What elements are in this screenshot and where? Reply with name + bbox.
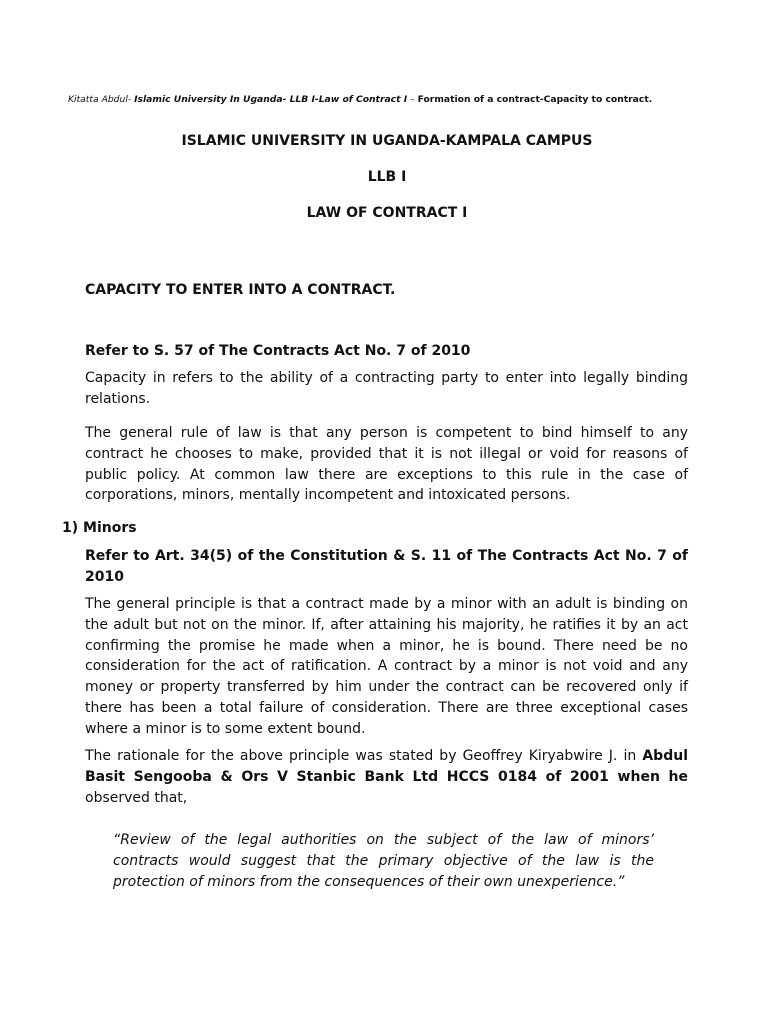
header-separator: – — [407, 94, 418, 105]
minors-number: 1) — [62, 520, 79, 536]
header-course: Islamic University In Uganda- LLB I-Law of Contract I — [134, 94, 408, 105]
general-rule-paragraph: The general rule of law is that any person is competent to bind himself to any contract he chooses to make, provided that it is not illegal or void for reasons of public policy. At common law there are exceptions to this rule in the case of corporations, minors, mentally incompetent and intoxicated persons. — [85, 425, 688, 504]
program-title: LLB I — [367, 169, 407, 185]
minors-label: Minors — [83, 520, 137, 536]
header-topic: Formation of a contract-Capacity to contract. — [417, 94, 653, 105]
minors-reference: Refer to Art. 34(5) of the Constitution & S. 11 of The Contracts Act No. 7 of 2010 — [85, 548, 688, 585]
minors-heading — [62, 518, 137, 539]
page-header — [68, 94, 706, 105]
section-title: CAPACITY TO ENTER INTO A CONTRACT. — [85, 282, 396, 298]
case-citation: Abdul Basit Sengooba & Ors V Stanbic Bank Ltd HCCS 0184 of 2001 when he — [85, 748, 688, 785]
rationale-paragraph — [85, 746, 688, 808]
minors-principle-paragraph: The general principle is that a contract made by a minor with an adult is binding on the adult but not on the minor. If, after attaining his majority, he ratifies it by an act confirming the promise he made when a minor, he is bound. There need be no consideration for the act of ratification. A contract by a minor is not void and any money or property transferred by him under the contract can be recovered only if there has been a total failure of consideration. There are three exceptional cases where a minor is to some extent bound. — [85, 596, 688, 737]
header-author: Kitatta Abdul- — [68, 94, 132, 105]
rationale-intro: The rationale for the above principle was stated by Geoffrey Kiryabwire J. in — [85, 748, 637, 764]
capacity-definition-paragraph: Capacity in refers to the ability of a contracting party to enter into legally binding relations. — [85, 370, 688, 407]
university-title: ISLAMIC UNIVERSITY IN UGANDA-KAMPALA CAMPUS — [181, 133, 593, 149]
section-reference: Refer to S. 57 of The Contracts Act No. 7 of 2010 — [85, 343, 471, 359]
course-title: LAW OF CONTRACT I — [306, 205, 468, 221]
rationale-end: observed that, — [85, 789, 188, 806]
judicial-quote: “Review of the legal authorities on the subject of the law of minors’ contracts would suggest that the primary objective of the law is the protection of minors from the consequences of their own unexperience.” — [113, 832, 654, 890]
